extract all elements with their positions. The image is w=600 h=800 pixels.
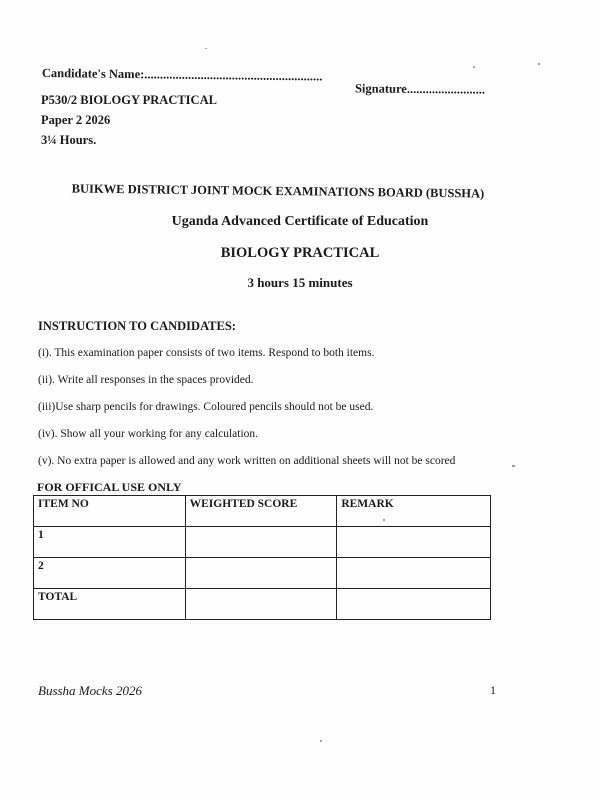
instruction-item: (iv). Show all your working for any calculation. [38,428,259,440]
column-header: WEIGHTED SCORE [185,496,337,527]
item-number-cell: 2 [34,558,186,589]
column-header: ITEM NO [34,496,186,527]
official-use-heading: FOR OFFICAL USE ONLY [37,480,182,494]
weighted-score-cell [185,589,337,620]
table-header-row [34,496,491,527]
scan-speck [205,48,207,49]
exam-duration: 3 hours 15 minutes [247,275,353,290]
page-number: 1 [490,683,496,697]
scan-speck [512,465,515,467]
candidate-name-line: Candidate's Name:......................................................... [41,66,323,84]
exam-board-title: BUIKWE DISTRICT JOINT MOCK EXAMINATIONS BOARD (BUSSHA) [71,181,485,201]
table-row [34,558,491,589]
weighted-score-cell [185,558,337,589]
paper-number: Paper 2 2026 [41,113,111,127]
instruction-item: (ii). Write all responses in the spaces provided. [38,374,254,386]
table-row [34,527,491,558]
scan-speck [538,63,540,65]
remark-cell [337,558,491,589]
table-row [34,589,491,620]
remark-cell [337,589,491,620]
weighted-score-cell [185,527,337,558]
item-number-cell: 1 [34,527,186,558]
scan-speck [473,66,475,68]
remark-cell [337,527,491,558]
column-header: REMARK [337,496,491,527]
scan-speck [383,519,385,521]
instruction-item: (iii)Use sharp pencils for drawings. Coloured pencils should not be used. [38,401,374,413]
paper-hours: 3¼ Hours. [41,133,97,147]
instruction-item: (v). No extra paper is allowed and any work written on additional sheets will not be scored [38,455,456,467]
signature-line: Signature......................... [354,81,486,97]
paper-code: P530/2 BIOLOGY PRACTICAL [41,93,217,107]
instruction-item: (i). This examination paper consists of two items. Respond to both items. [38,347,375,359]
instructions-heading: INSTRUCTION TO CANDIDATES: [38,319,236,333]
total-label-cell: TOTAL [34,589,186,620]
subject-title: BIOLOGY PRACTICAL [220,245,380,261]
footer-text: Bussha Mocks 2026 [38,683,142,698]
score-table [33,495,491,620]
certificate-title: Uganda Advanced Certificate of Education [171,214,429,229]
scan-speck [320,740,322,742]
